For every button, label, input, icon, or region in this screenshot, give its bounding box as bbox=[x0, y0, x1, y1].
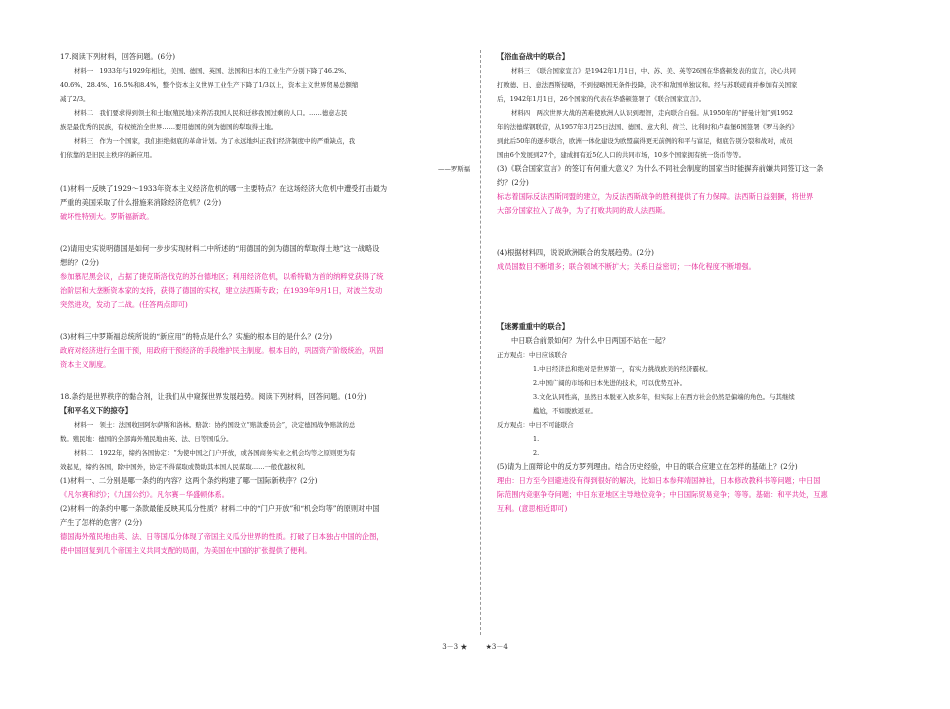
q18-title: 18.条约是世界秩序的黏合剂，让我们从中窥探世界发展趋势。阅读下列材料，回答问题。(10分) bbox=[60, 392, 367, 401]
question4: (4)根据材料四，说说欧洲联合的发展趋势。(2分) bbox=[497, 248, 654, 257]
positive-view-title: 正方观点：中日应该联合 bbox=[497, 351, 568, 359]
material3-cont: 打败德、日、意法西斯侵略，不到侵略国无条件投降，决不和敌国单独议和。经与苏联磋商并参加有关国家 bbox=[497, 81, 798, 89]
answer5: 理由：日方至今回避进没有得到很好的解决，比如日本参拜靖国神社，日本修改教科书等问题；中日国 bbox=[497, 476, 821, 485]
page-footer bbox=[0, 642, 950, 652]
q17-material1-cont2: 减了2/3。 bbox=[60, 95, 90, 103]
q17-answer1: 破坏性特别大。罗斯福新政。 bbox=[60, 212, 154, 221]
material4-cont: 年的法德煤钢联营，从1957年3月25日法国、德国、意大利、荷兰、比利时和卢森堡6国签署《罗马条约》 bbox=[497, 123, 798, 131]
q18-answer2-cont: 使中国回复到几个帝国主义共同支配的局面，为美国在中国的扩张提供了便利。 bbox=[60, 546, 312, 555]
negative-view-2: 2. bbox=[533, 449, 540, 457]
question3-cont: 约？(2分) bbox=[497, 178, 529, 187]
q17-title: 17.阅读下列材料，回答问题。(6分) bbox=[60, 52, 176, 61]
positive-view-3: 3.文化认同性高，虽然日本脱亚入欧多年，但实际上在西方社会仍然是偏端的角色。与其继续 bbox=[533, 393, 795, 401]
q17-question1-cont: 严重的美国采取了什么措施来消除经济危机？(2分) bbox=[60, 198, 222, 207]
material3-cont2: 后，1942年1月1日，26个国家的代表在华盛顿签署了《联合国家宣言》。 bbox=[497, 95, 706, 103]
q17-answer3: 政府对经济进行全面干预，用政府干预经济的手段维护民主制度。根本目的，巩固资产阶级统治，巩固 bbox=[60, 346, 384, 355]
q17-answer2-cont2: 突然进攻，发动了二战。(任答两点即可) bbox=[60, 300, 188, 309]
right-column bbox=[497, 50, 907, 516]
q17-material3: 材料三 作为一个国家，我们拒绝彻底的革命计划。为了永远地纠正我们经济制度中的严重缺点，我 bbox=[74, 137, 356, 145]
q18-answer1: 《凡尔赛和约》；《九国公约》。凡尔赛－华盛顿体系。 bbox=[60, 490, 229, 499]
q17-material2-cont: 族是最优秀的民族，有权统治全世界……要用德国的剑为德国的犁取得土地。 bbox=[60, 123, 278, 131]
q17-material2: 材料二 我们要求得到领土和土地(殖民地)来养活我国人民和迁移我国过剩的人口。……德意志民 bbox=[74, 109, 348, 117]
section-heading-united-fight: 【浴血奋战中的联合】 bbox=[497, 52, 569, 61]
answer4: 成员国数目不断增多；联合领域不断扩大；关系日益密切；一体化程度不断增强。 bbox=[497, 262, 756, 271]
section-heading-foggy-union: 【迷雾重重中的联合】 bbox=[497, 322, 569, 331]
q17-answer3-cont: 资本主义制度。 bbox=[60, 360, 111, 369]
answer5-cont2: 互利。(意思相近即可) bbox=[497, 504, 568, 513]
q17-material3-source: ——罗斯福 bbox=[438, 165, 470, 173]
q18-answer2: 德国海外殖民地由英、法、日等国瓜分体现了帝国主义瓜分世界的性质。打破了日本独占中国的企图， bbox=[60, 532, 384, 541]
material4-cont2: 到此后50年的逐步联合，欧洲一体化建设为欧盟赢得更无前例的和平与富足，彻底告别分裂和战对，成员 bbox=[497, 137, 793, 145]
positive-view-1: 1.中日经济总和绝对是世界第一，有实力挑战欧美的经济霸权。 bbox=[533, 365, 712, 373]
question5: (5)请为上面辩论中的反方罗列理由。结合历史经验，中日的联合应建立在怎样的基础上？(2分) bbox=[497, 462, 798, 471]
answer5-cont: 际范围内竞驱争夺问题；中日东亚地区主导地位竞争；中日国际贸易竞争；等等。基础：和平共处，互惠 bbox=[497, 490, 828, 499]
q18-question2: (2)材料一的条约中哪一条款最能反映其瓜分性质？材料二中的“门户开放”和“机会均等”的原则对中国 bbox=[60, 504, 380, 513]
page-number-right: ★3－4 bbox=[485, 643, 508, 651]
q17-question1: (1)材料一反映了1929～1933年资本主义经济危机的哪一主要特点？在这场经济大危机中遭受打击最为 bbox=[60, 184, 388, 193]
q18-material1-cont: 数。殖民地：德国的全部海外殖民地由英、法、日等国瓜分。 bbox=[60, 435, 233, 443]
q17-answer2: 参加慕尼黑会议，占据了捷克斯洛伐克的苏台德地区；利用经济危机，以希特勒为首的纳粹党获得了统 bbox=[60, 272, 384, 281]
debate-intro: 中日联合前景如何？为什么中日两国不站在一起？ bbox=[511, 336, 670, 345]
material4-cont3: 国由6个发展到27个，建成拥有近5亿人口的共同市场，10多个国家拥有统一货币等等。 bbox=[497, 151, 746, 159]
positive-view-2: 2.中国广阔的市场和日本先进的技术，可以优势互补。 bbox=[533, 379, 687, 387]
negative-view-title: 反方观点：中日不可能联合 bbox=[497, 421, 574, 429]
q17-question2: (2)请用史实说明德国是如何一步步实现材料二中所述的“用德国的剑为德国的犁取得土地”这一战略设 bbox=[60, 244, 380, 253]
material3: 材料三 《联合国家宣言》是1942年1月1日，中、苏、美、英等26国在华盛顿发表的宣言，决心共同 bbox=[511, 67, 796, 75]
q17-material3-cont: 们依靠的是旧民主秩序的新应用。 bbox=[60, 151, 156, 159]
q17-answer2-cont: 治阶层和大垄断资本家的支持，获得了德国的实权，建立法西斯专政；在1939年9月1日，对波兰发动 bbox=[60, 286, 383, 295]
positive-view-3-cont: 尴尬，不如脱欧返亚。 bbox=[533, 407, 597, 415]
q17-material1-cont: 40.6%、28.4%、16.5%和8.4%，整个资本主义世界工业生产下降了1/3以上，资本主义世界贸易总额缩 bbox=[60, 81, 359, 89]
q18-material2-cont: 效起见，缔约各国，除中国外，协定不得谋取或赞助其本国人民谋取……一般优越权利。 bbox=[60, 463, 310, 471]
q17-question3: (3)材料三中罗斯福总统所说的“新应用”的特点是什么？实施的根本目的是什么？(2分) bbox=[60, 332, 333, 341]
answer3: 标志着国际反法西斯同盟的建立，为反法西斯战争的胜利提供了有力保障。法西斯日益猖獗，将世界 bbox=[497, 192, 814, 201]
q18-section-heading: 【和平名义下的掠夺】 bbox=[60, 406, 132, 415]
left-column bbox=[60, 50, 470, 558]
q18-question1: (1)材料一、二分别是哪一条约的内容？这两个条约构建了哪一国际新秩序？(2分) bbox=[60, 476, 318, 485]
q17-material1: 材料一 1933年与1929年相比，美国、德国、英国、法国和日本的工业生产分别下降了46.2%、 bbox=[74, 67, 351, 75]
q18-material2: 材料二 1922年，缔约各国协定：“为使中国之门户开放，或各国商务实业之机会均等之原则更为有 bbox=[74, 449, 356, 457]
page-number-left: 3－3 ★ bbox=[442, 643, 468, 651]
material4: 材料四 两次世界大战的苦难使欧洲人认识到理智，走向联合自强。从1950年的“舒曼计划”到1952 bbox=[511, 109, 793, 117]
negative-view-1: 1. bbox=[533, 435, 540, 443]
q18-question2-cont: 产生了怎样的危害？(2分) bbox=[60, 518, 143, 527]
answer3-cont: 大部分国家拉入了战争，为了打败共同的敌人法西斯。 bbox=[497, 206, 670, 215]
question3: (3)《联合国家宣言》的签订有何重大意义？为什么不同社会制度的国家当时能摒弃前嫌共同签订这一条 bbox=[497, 164, 824, 173]
q17-question2-cont: 想的？(2分) bbox=[60, 258, 99, 267]
column-divider bbox=[480, 50, 481, 635]
q18-material1: 材料一 领土：法国收回阿尔萨斯和洛林。赔款：协约国设立“赔款委员会”，决定德国战争赔款的总 bbox=[74, 421, 356, 429]
